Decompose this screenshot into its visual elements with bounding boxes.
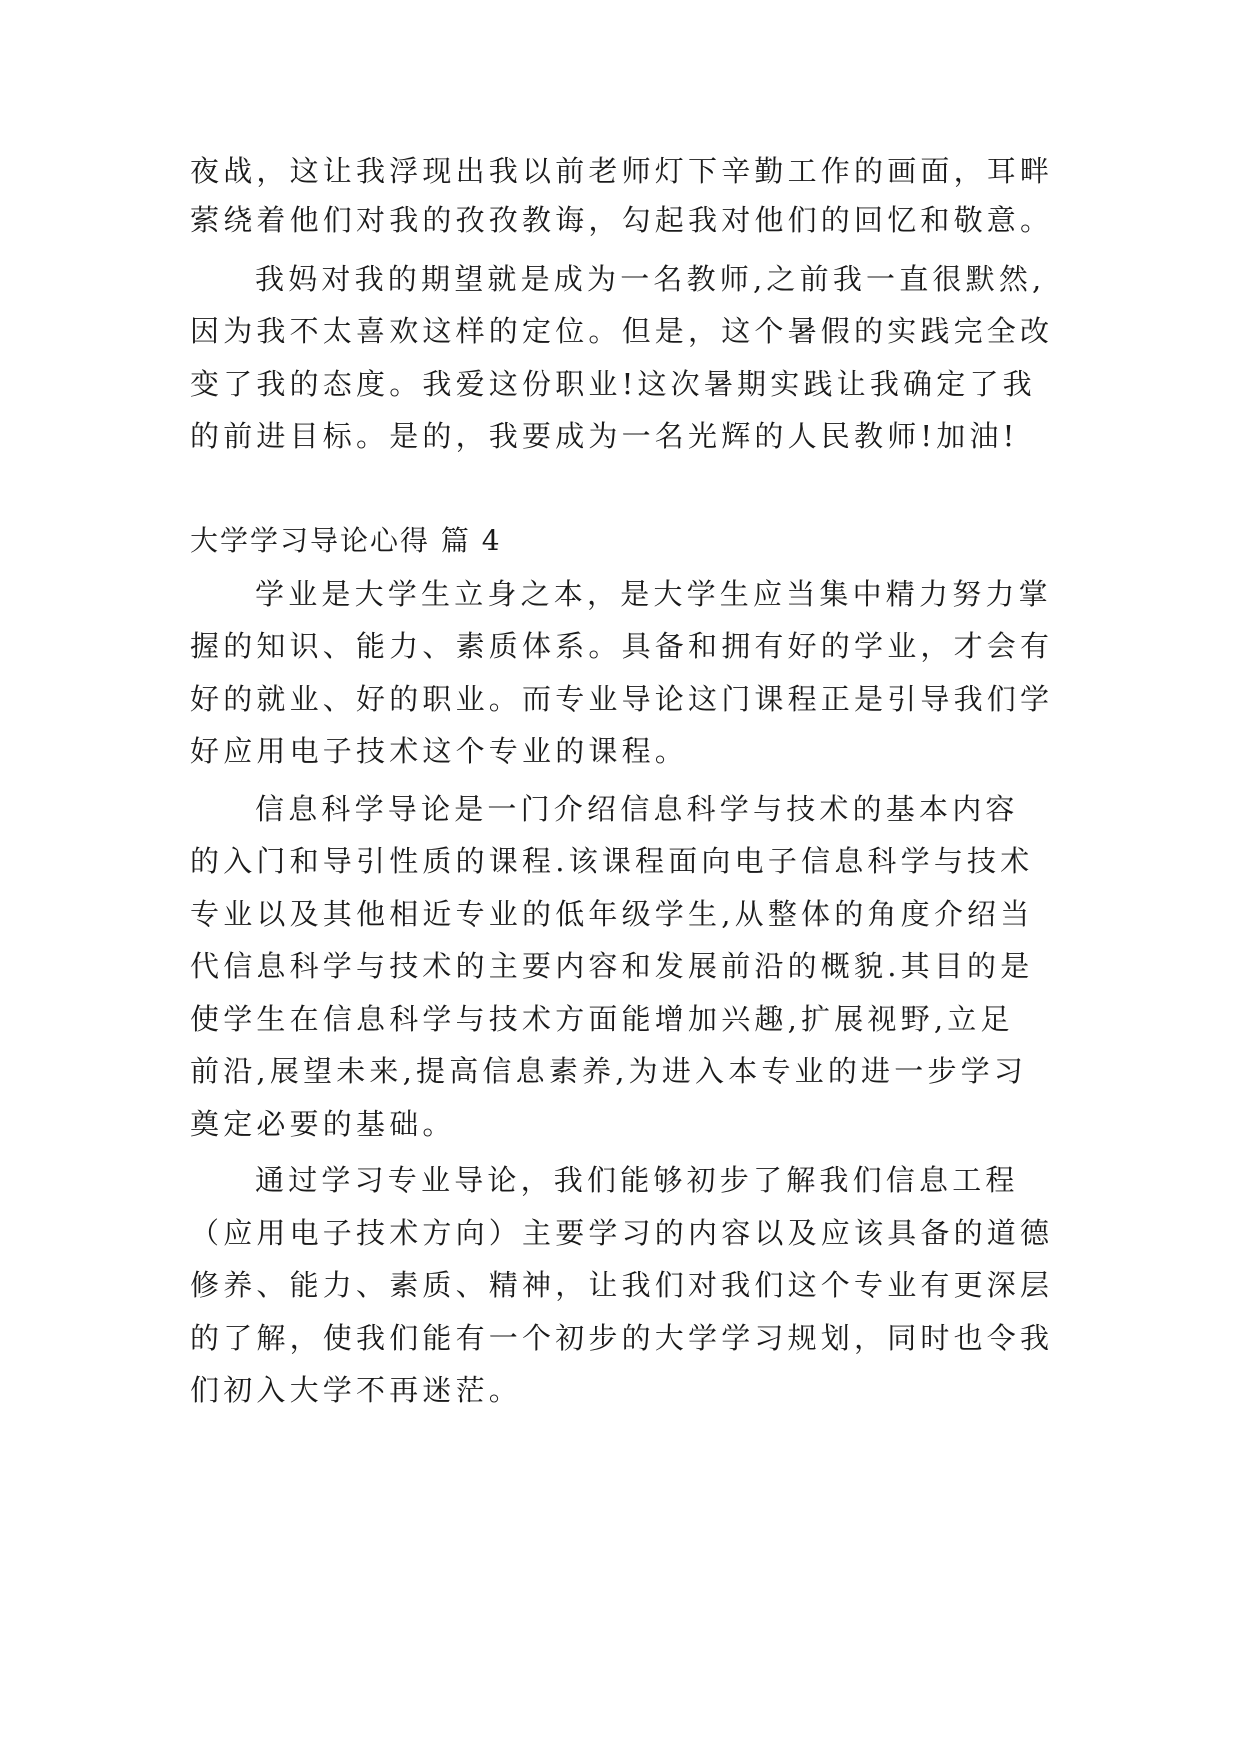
text-line: 变了我的态度。我爱这份职业!这次暑期实践让我确定了我 xyxy=(190,367,1036,401)
text-line: 专业以及其他相近专业的低年级学生,从整体的角度介绍当 xyxy=(190,897,1034,931)
text-line: 握的知识、能力、素质体系。具备和拥有好的学业，才会有 xyxy=(190,629,1054,663)
text-line: 的了解，使我们能有一个初步的大学学习规划，同时也令我 xyxy=(190,1321,1054,1355)
text-line: 信息科学导论是一门介绍信息科学与技术的基本内容 xyxy=(255,792,1019,826)
text-line: 我妈对我的期望就是成为一名教师,之前我一直很默然, xyxy=(255,262,1046,296)
text-line: 代信息科学与技术的主要内容和发展前沿的概貌.其目的是 xyxy=(190,949,1034,983)
text-line: 夜战，这让我浮现出我以前老师灯下辛勤工作的画面，耳畔 xyxy=(190,154,1054,188)
text-line: 好的就业、好的职业。而专业导论这门课程正是引导我们学 xyxy=(190,682,1054,716)
text-line: 使学生在信息科学与技术方面能增加兴趣,扩展视野,立足 xyxy=(190,1002,1014,1036)
text-line: （应用电子技术方向）主要学习的内容以及应该具备的道德 xyxy=(190,1216,1054,1250)
text-line: 因为我不太喜欢这样的定位。但是，这个暑假的实践完全改 xyxy=(190,314,1054,348)
text-line: 萦绕着他们对我的孜孜教诲，勾起我对他们的回忆和敬意。 xyxy=(190,203,1054,237)
text-line: 的前进目标。是的，我要成为一名光辉的人民教师!加油! xyxy=(190,419,1019,453)
text-line: 通过学习专业导论，我们能够初步了解我们信息工程 xyxy=(255,1163,1019,1197)
text-line: 学业是大学生立身之本，是大学生应当集中精力努力掌 xyxy=(255,577,1052,611)
text-line: 前沿,展望未来,提高信息素养,为进入本专业的进一步学习 xyxy=(190,1054,1028,1088)
text-line: 们初入大学不再迷茫。 xyxy=(190,1373,523,1407)
text-line: 奠定必要的基础。 xyxy=(190,1107,456,1141)
text-line: 修养、能力、素质、精神，让我们对我们这个专业有更深层 xyxy=(190,1268,1054,1302)
section-heading: 大学学习导论心得 篇 4 xyxy=(190,524,502,557)
text-line: 的入门和导引性质的课程.该课程面向电子信息科学与技术 xyxy=(190,844,1034,878)
text-line: 好应用电子技术这个专业的课程。 xyxy=(190,734,689,768)
